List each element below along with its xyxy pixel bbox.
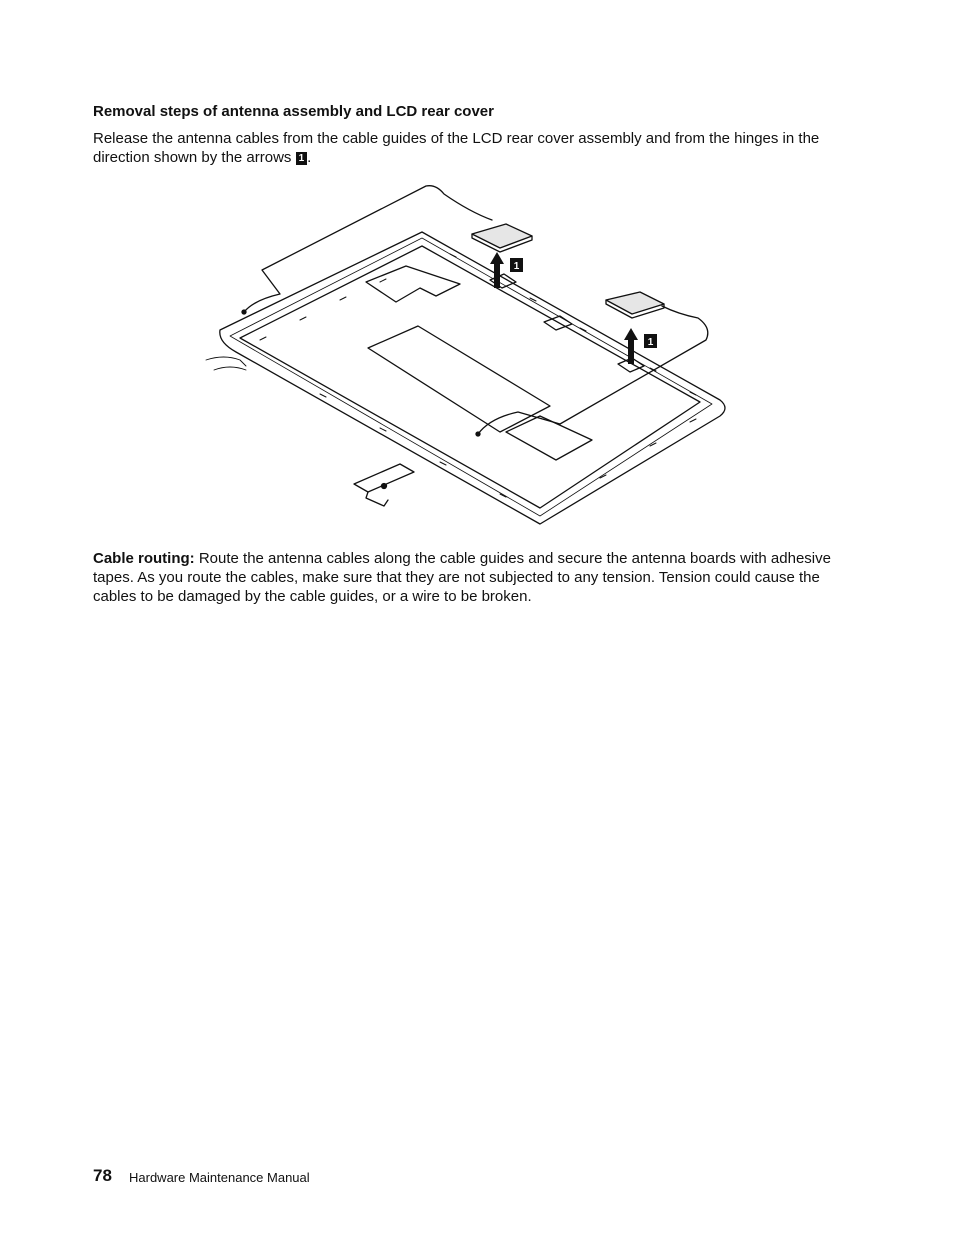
svg-text:1: 1 xyxy=(647,337,654,348)
page-number: 78 xyxy=(93,1166,112,1185)
figure-callout-1a xyxy=(510,258,523,272)
svg-text:1: 1 xyxy=(513,261,520,272)
figure-callout-1b xyxy=(644,334,657,348)
routing-text: Route the antenna cables along the cable guides and secure the antenna boards with adhesive tapes. As you route the cables, make sure that they are not subjected to any tension. Tension could cause the cables to be damaged by the cable guides, or a wire to be broken. xyxy=(93,550,831,605)
intro-end: . xyxy=(307,149,312,166)
intro-paragraph xyxy=(93,129,833,167)
intro-text: Release the antenna cables from the cable guides of the LCD rear cover assembly and from the hinges in the direction shown by the arrows xyxy=(93,130,820,166)
antenna-board-top xyxy=(472,224,532,248)
antenna-removal-figure xyxy=(200,178,740,528)
lcd-cover-outer xyxy=(220,232,725,524)
footer-title: Hardware Maintenance Manual xyxy=(129,1170,310,1185)
arrow-up-right xyxy=(624,328,638,340)
section-heading: Removal steps of antenna assembly and LCD rear cover xyxy=(93,103,494,120)
callout-badge: 1 xyxy=(296,152,308,165)
routing-paragraph xyxy=(93,549,833,606)
routing-label: Cable routing: xyxy=(93,550,195,567)
